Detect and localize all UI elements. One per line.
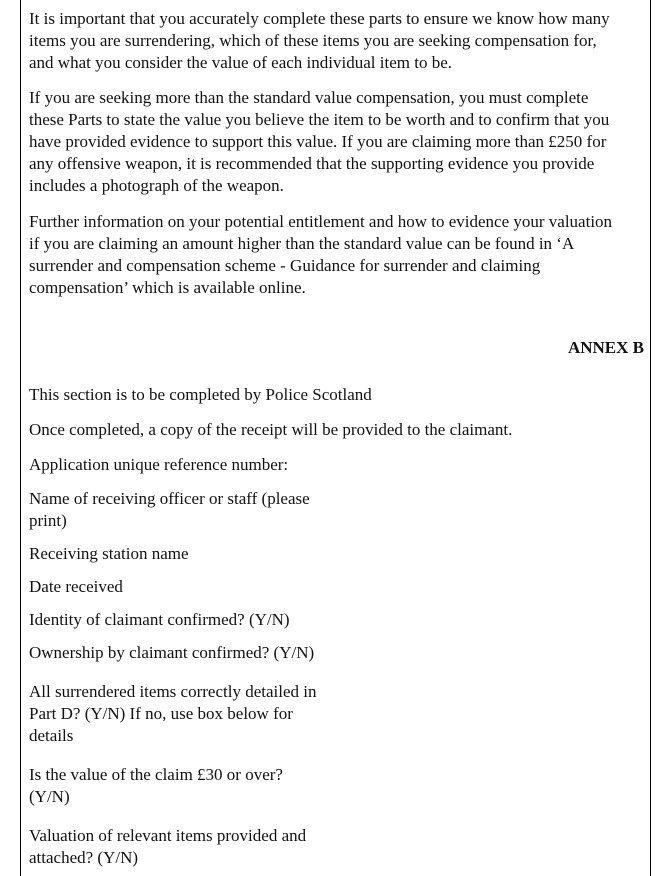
police-section <box>29 384 644 869</box>
annex-note-1: This section is to be completed by Police Scotland <box>29 385 372 404</box>
field-label-ownership-confirmed: Ownership by claimant confirmed? (Y/N) <box>29 643 315 662</box>
intro-section <box>29 8 644 299</box>
field-label-items-detailed: All surrendered items correctly detailed in Part D? (Y/N) If no, use box below for details <box>29 682 317 745</box>
field-label-receiving-officer: Name of receiving officer or staff (please print) <box>29 489 310 530</box>
intro-paragraph-3: Further information on your potential entitlement and how to evidence your valuation if you are claiming an amount higher than the standard value can be found in ‘A surrender and compensation scheme - Guidance for surrender and claiming compensation’ which is available online. <box>29 212 613 297</box>
field-label-identity-confirmed: Identity of claimant confirmed? (Y/N) <box>29 610 290 629</box>
field-label-valuation-attached: Valuation of relevant items provided and attached? (Y/N) <box>29 826 307 867</box>
field-label-claim-value: Is the value of the claim £30 or over? (Y/N) <box>29 765 283 806</box>
field-label-reference-number: Application unique reference number: <box>29 455 289 474</box>
intro-paragraph-2: If you are seeking more than the standard value compensation, you must complete these Parts to state the value you believe the item to be worth and to confirm that you have provided evidence to support this value. If you are claiming more than £250 for any offensive weapon, it is recommended that the supporting evidence you provide includes a photograph of the weapon. <box>29 88 610 195</box>
annex-heading: ANNEX B <box>567 338 644 357</box>
annex-note-2: Once completed, a copy of the receipt will be provided to the claimant. <box>29 420 513 439</box>
page-left-border <box>20 0 21 876</box>
intro-paragraph-1: It is important that you accurately complete these parts to ensure we know how many items you are surrendering, which of these items you are seeking compensation for, and what you consider the value of each individual item to be. <box>29 9 610 72</box>
field-label-date-received: Date received <box>29 577 123 596</box>
field-label-station-name: Receiving station name <box>29 544 189 563</box>
page-right-border <box>650 0 651 876</box>
